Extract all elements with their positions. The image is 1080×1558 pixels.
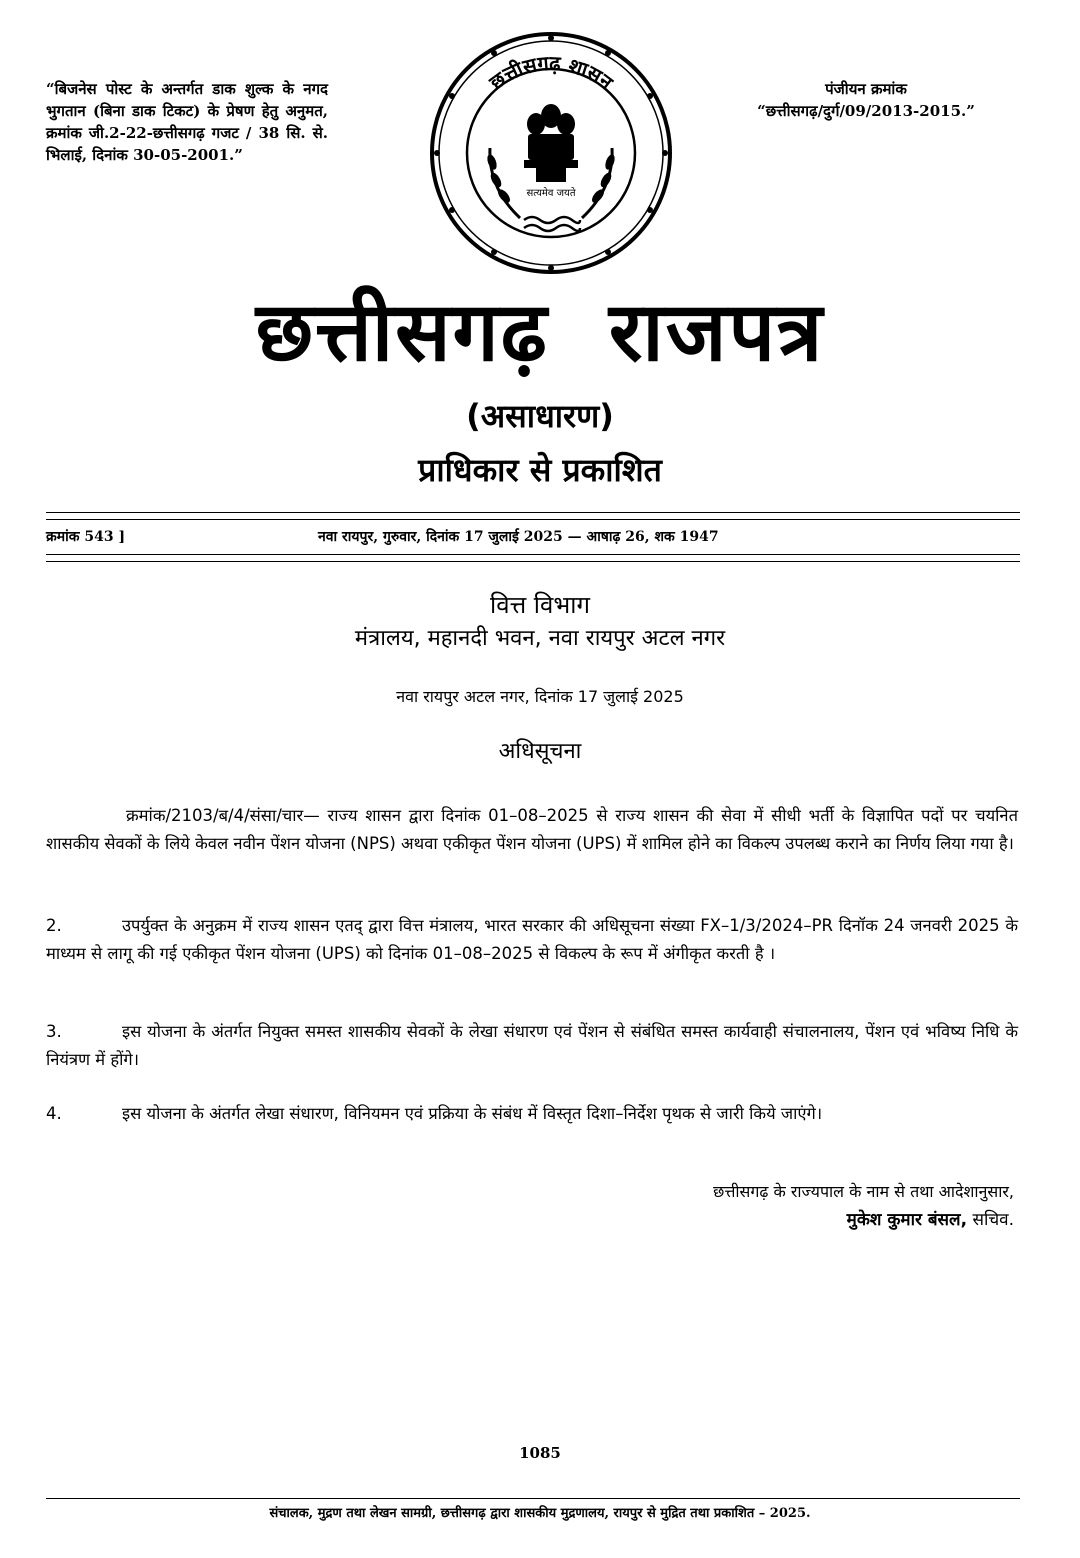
paragraph-4-text: इस योजना के अंतर्गत लेखा संधारण, विनियमन एवं प्रक्रिया के संबंध में विस्तृत दिशा–निर्देश पृथक से जारी किये जाएंगे।	[122, 1104, 823, 1123]
paragraph-2	[46, 912, 1018, 968]
page-number: 1085	[519, 1444, 561, 1462]
government-seal-icon	[428, 30, 674, 276]
paragraph-2-number: 2.	[46, 916, 62, 935]
footer-rule	[46, 1498, 1020, 1499]
top-rule-1	[46, 512, 1020, 513]
notice-title: अधिसूचना	[498, 739, 582, 764]
signatory-designation: सचिव.	[972, 1210, 1014, 1230]
signature-authority-line: छत्तीसगढ़ के राज्यपाल के नाम से तथा आदेशानुसार,	[713, 1182, 1014, 1201]
registration-block	[716, 78, 1016, 122]
postal-permission-note: “बिजनेस पोस्ट के अन्तर्गत डाक शुल्क के नगद भुगतान (बिना डाक टिकट) के प्रेषण हेतु अनुमत, क्रमांक जी.2-22-छत्तीसगढ़ गजट / 38 सि. से. भिलाई, दिनांक 30-05-2001.”	[46, 80, 328, 164]
department-address: मंत्रालय, महानदी भवन, नवा रायपुर अटल नगर	[354, 626, 726, 651]
paragraph-4-number: 4.	[46, 1104, 62, 1123]
paragraph-4	[46, 1100, 1018, 1128]
gazette-masthead	[0, 278, 1080, 388]
mid-rule-1	[46, 554, 1020, 555]
top-rule-2	[46, 519, 1020, 520]
svg-text:छत्तीसगढ़ शासन	[484, 51, 618, 95]
issue-date-line: नवा रायपुर, गुरुवार, दिनांक 17 जुलाई 2025 — आषाढ़ 26, शक 1947	[318, 529, 719, 545]
masthead-gazette: राजपत्र	[608, 285, 825, 380]
paragraph-1	[46, 802, 1018, 858]
seal-motto: सत्यमेव जयते	[526, 188, 576, 199]
paragraph-3-text: इस योजना के अंतर्गत नियुक्त समस्त शासकीय सेवकों के लेखा संधारण एवं पेंशन से संबंधित समस्त कार्यवाही संचालनालय, पेंशन एवं भविष्य निधि के नियंत्रण में होंगे।	[46, 1022, 1018, 1069]
notice-date: नवा रायपुर अटल नगर, दिनांक 17 जुलाई 2025	[396, 687, 684, 706]
mid-rule-2	[46, 561, 1020, 562]
registration-number: “छत्तीसगढ़/दुर्ग/09/2013-2015.”	[757, 102, 975, 120]
paragraph-1-text: क्रमांक/2103/ब/4/संसा/चार— राज्य शासन द्वारा दिनांक 01–08–2025 से राज्य शासन की सेवा में सीधी भर्ती के विज्ञापित पदों पर चयनित शासकीय सेवकों के लिये केवल नवीन पेंशन योजना (NPS) अथवा एकीकृत पेंशन योजना (UPS) में शामिल होने का विकल्प उपलब्ध कराने का निर्णय लिया गया है।	[46, 806, 1018, 853]
paragraph-2-text: उपर्युक्त के अनुक्रम में राज्य शासन एतद् द्वारा वित्त मंत्रालय, भारत सरकार की अधिसूचना संख्या FX–1/3/2024–PR दिनॉक 24 जनवरी 2025 के माध्यम से लागू की गई एकीकृत पेंशन योजना (UPS) को दिनांक 01–08–2025 से विकल्प के रूप में अंगीकृत करती है ।	[46, 916, 1018, 963]
masthead-state: छत्तीसगढ़	[255, 285, 549, 380]
paragraph-3	[46, 1018, 1018, 1074]
extraordinary-label: (असाधारण)	[466, 397, 614, 435]
paragraph-3-number: 3.	[46, 1022, 62, 1041]
department-name: वित्त विभाग	[490, 591, 590, 619]
signatory-name: मुकेश कुमार बंसल,	[846, 1210, 968, 1230]
signature-block	[847, 1206, 1014, 1234]
authority-label: प्राधिकार से प्रकाशित	[418, 451, 662, 489]
issue-number: क्रमांक 543 ]	[46, 529, 126, 545]
registration-label: पंजीयन क्रमांक	[825, 80, 907, 98]
seal-arc-text: छत्तीसगढ़ शासन	[484, 50, 618, 95]
printer-footer: संचालक, मुद्रण तथा लेखन सामग्री, छत्तीसगढ़ द्वारा शासकीय मुद्रणालय, रायपुर से मुद्रित तथा प्रकाशित – 2025.	[269, 1506, 811, 1521]
